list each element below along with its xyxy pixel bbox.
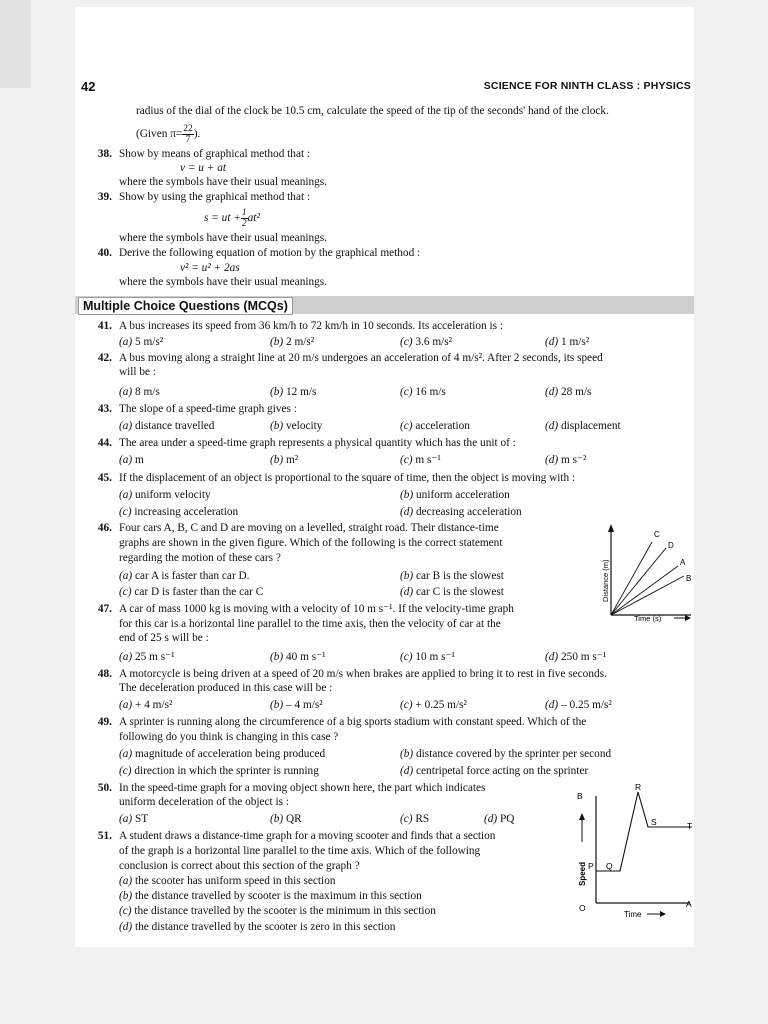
speed-time-figure <box>572 780 694 922</box>
label-a: A <box>680 558 686 567</box>
option-b[interactable]: (b) QR <box>270 813 302 825</box>
label-r: R <box>635 782 642 792</box>
question-text: Show by using the graphical method that : <box>119 191 311 203</box>
intro-line: radius of the dial of the clock be 10.5 cm, calculate the speed of the tip of the seconds' hand of the clock. <box>136 105 609 117</box>
option-c[interactable]: (c) m s⁻¹ <box>400 454 441 466</box>
option-d[interactable]: (d) 28 m/s <box>545 386 592 398</box>
question-text: graphs are shown in the given figure. Which of the following is the correct statement <box>119 537 503 549</box>
x-arrow-head <box>685 615 691 621</box>
speed-curve <box>596 792 692 871</box>
question-number: 40. <box>97 247 112 259</box>
option-a[interactable]: (a) + 4 m/s² <box>119 699 173 711</box>
option-d[interactable]: (d) – 0.25 m/s² <box>545 699 612 711</box>
question-note: where the symbols have their usual meanings. <box>119 276 327 288</box>
question-number: 38. <box>97 148 112 160</box>
question-text: If the displacement of an object is proportional to the square of time, then the object is moving with : <box>119 472 576 484</box>
question-text: Four cars A, B, C and D are moving on a levelled, straight road. Their distance-time <box>119 522 499 534</box>
option-d[interactable]: (d) car C is the slowest <box>400 586 504 598</box>
question-number: 47. <box>97 603 112 615</box>
equation: v² = u² + 2as <box>180 262 240 274</box>
option-b[interactable]: (b) m² <box>270 454 299 466</box>
option-b[interactable]: (b) distance covered by the sprinter per second <box>400 748 612 760</box>
question-number: 46. <box>97 522 112 534</box>
option-c[interactable]: (c) car D is faster than the car C <box>119 586 264 598</box>
label-a: A <box>686 899 692 909</box>
label-c: C <box>654 530 660 539</box>
question-text: A sprinter is running along the circumference of a big sports stadium with constant speed. Which of the <box>119 716 587 728</box>
question-text: end of 25 s will be : <box>119 632 209 644</box>
option-a[interactable]: (a) ST <box>119 813 149 825</box>
question-text: uniform deceleration of the object is : <box>119 796 290 808</box>
label-t: T <box>687 821 693 831</box>
option-a[interactable]: (a) distance travelled <box>119 420 215 432</box>
question-text: Show by means of graphical method that : <box>119 148 311 160</box>
option-c[interactable]: (c) RS <box>400 813 430 825</box>
option-b[interactable]: (b) 2 m/s² <box>270 336 315 348</box>
page-header <box>75 79 694 95</box>
option-b[interactable]: (b) the distance travelled by scooter is the maximum in this section <box>119 890 422 902</box>
question-text: of the graph is a horizontal line parallel to the time axis. Which of the following <box>119 845 481 857</box>
option-c[interactable]: (c) increasing acceleration <box>119 506 239 518</box>
option-b[interactable]: (b) 40 m s⁻¹ <box>270 651 326 663</box>
question-text: regarding the motion of these cars ? <box>119 552 281 564</box>
option-d[interactable]: (d) the distance travelled by the scooter is zero in this section <box>119 921 396 933</box>
option-b[interactable]: (b) uniform acceleration <box>400 489 510 501</box>
option-c[interactable]: (c) 16 m/s <box>400 386 446 398</box>
option-a[interactable]: (a) m <box>119 454 144 466</box>
question-text: following do you think is changing in this case ? <box>119 731 339 743</box>
option-c[interactable]: (c) acceleration <box>400 420 470 432</box>
option-a[interactable]: (a) the scooter has uniform speed in this section <box>119 875 336 887</box>
label-q: Q <box>606 861 613 871</box>
question-text: conclusion is correct about this section of the graph ? <box>119 860 360 872</box>
option-b[interactable]: (b) car B is the slowest <box>400 570 504 582</box>
label-s: S <box>651 817 657 827</box>
x-arrow-head <box>660 911 666 917</box>
option-a[interactable]: (a) 8 m/s <box>119 386 160 398</box>
label-b: B <box>686 574 692 583</box>
label-o: O <box>579 903 586 913</box>
question-number: 50. <box>97 782 112 794</box>
option-b[interactable]: (b) velocity <box>270 420 323 432</box>
question-number: 49. <box>97 716 112 728</box>
option-a[interactable]: (a) magnitude of acceleration being produced <box>119 748 326 760</box>
option-c[interactable]: (c) + 0.25 m/s² <box>400 699 467 711</box>
question-number: 51. <box>97 830 112 842</box>
equation: v = u + at <box>180 162 226 174</box>
page-margin-tab <box>0 0 31 88</box>
line-d <box>611 548 666 615</box>
question-note: where the symbols have their usual meanings. <box>119 232 327 244</box>
given-note: (Given π= $\frac{22}{7}$ ). <box>136 124 201 145</box>
x-axis-label: Time <box>624 910 642 919</box>
label-d: D <box>668 541 674 550</box>
option-b[interactable]: (b) 12 m/s <box>270 386 317 398</box>
option-a[interactable]: (a) uniform velocity <box>119 489 211 501</box>
option-a[interactable]: (a) 25 m s⁻¹ <box>119 651 175 663</box>
question-text: for this car is a horizontal line parallel to the time axis, then the velocity of car at the <box>119 618 501 630</box>
distance-time-figure <box>596 518 694 626</box>
question-number: 44. <box>97 437 112 449</box>
question-number: 48. <box>97 668 112 680</box>
option-d[interactable]: (d) centripetal force acting on the sprinter <box>400 765 589 777</box>
question-note: where the symbols have their usual meanings. <box>119 176 327 188</box>
question-text: A bus moving along a straight line at 20 m/s undergoes an acceleration of 4 m/s². After 2 seconds, its speed <box>119 352 603 364</box>
y-axis-arrow <box>608 524 614 532</box>
question-number: 43. <box>97 403 112 415</box>
y-arrow-head <box>579 813 585 820</box>
x-axis-label: Time (s) <box>634 614 662 623</box>
question-text: In the speed-time graph for a moving object shown here, the part which indicates <box>119 782 486 794</box>
option-c[interactable]: (c) the distance travelled by the scooter is the minimum in this section <box>119 905 436 917</box>
question-number: 45. <box>97 472 112 484</box>
question-number: 41. <box>97 320 112 332</box>
equation: s = ut + $\frac{1}{2}$ at² <box>204 208 260 229</box>
question-text: A bus increases its speed from 36 km/h to 72 km/h in 10 seconds. Its acceleration is : <box>119 320 504 332</box>
label-b: B <box>577 791 583 801</box>
page-number: 42 <box>81 79 96 94</box>
question-text: A car of mass 1000 kg is moving with a velocity of 10 m s⁻¹. If the velocity-time graph <box>119 603 514 615</box>
option-a[interactable]: (a) car A is faster than car D. <box>119 570 250 582</box>
option-b[interactable]: (b) – 4 m/s² <box>270 699 323 711</box>
option-d[interactable]: (d) PQ <box>484 813 515 825</box>
option-c[interactable]: (c) 10 m s⁻¹ <box>400 651 455 663</box>
option-c[interactable]: (c) direction in which the sprinter is running <box>119 765 319 777</box>
question-text: The area under a speed-time graph represents a physical quantity which has the unit of : <box>119 437 516 449</box>
label-p: P <box>588 861 594 871</box>
question-text: The deceleration produced in this case will be : <box>119 682 333 694</box>
book-title: SCIENCE FOR NINTH CLASS : PHYSICS <box>483 80 691 92</box>
option-c[interactable]: (c) 3.6 m/s² <box>400 336 453 348</box>
option-d[interactable]: (d) decreasing acceleration <box>400 506 522 518</box>
option-a[interactable]: (a) 5 m/s² <box>119 336 164 348</box>
question-number: 39. <box>97 191 112 203</box>
option-d[interactable]: (d) 250 m s⁻¹ <box>545 651 607 663</box>
y-axis-label: Speed <box>578 861 587 886</box>
option-d[interactable]: (d) displacement <box>545 420 621 432</box>
option-d[interactable]: (d) m s⁻² <box>545 454 587 466</box>
question-text: The slope of a speed-time graph gives : <box>119 403 297 415</box>
section-title: Multiple Choice Questions (MCQs) <box>78 297 293 315</box>
y-axis-label: Distance (m) <box>601 559 610 602</box>
question-number: 42. <box>97 352 112 364</box>
question-text: A student draws a distance-time graph for a moving scooter and finds that a section <box>119 830 496 842</box>
option-d[interactable]: (d) 1 m/s² <box>545 336 590 348</box>
question-text: Derive the following equation of motion by the graphical method : <box>119 247 421 259</box>
question-text: A motorcycle is being driven at a speed of 20 m/s when brakes are applied to bring it to rest in five seconds. <box>119 668 607 680</box>
question-text: will be : <box>119 366 157 378</box>
line-a <box>611 566 678 615</box>
